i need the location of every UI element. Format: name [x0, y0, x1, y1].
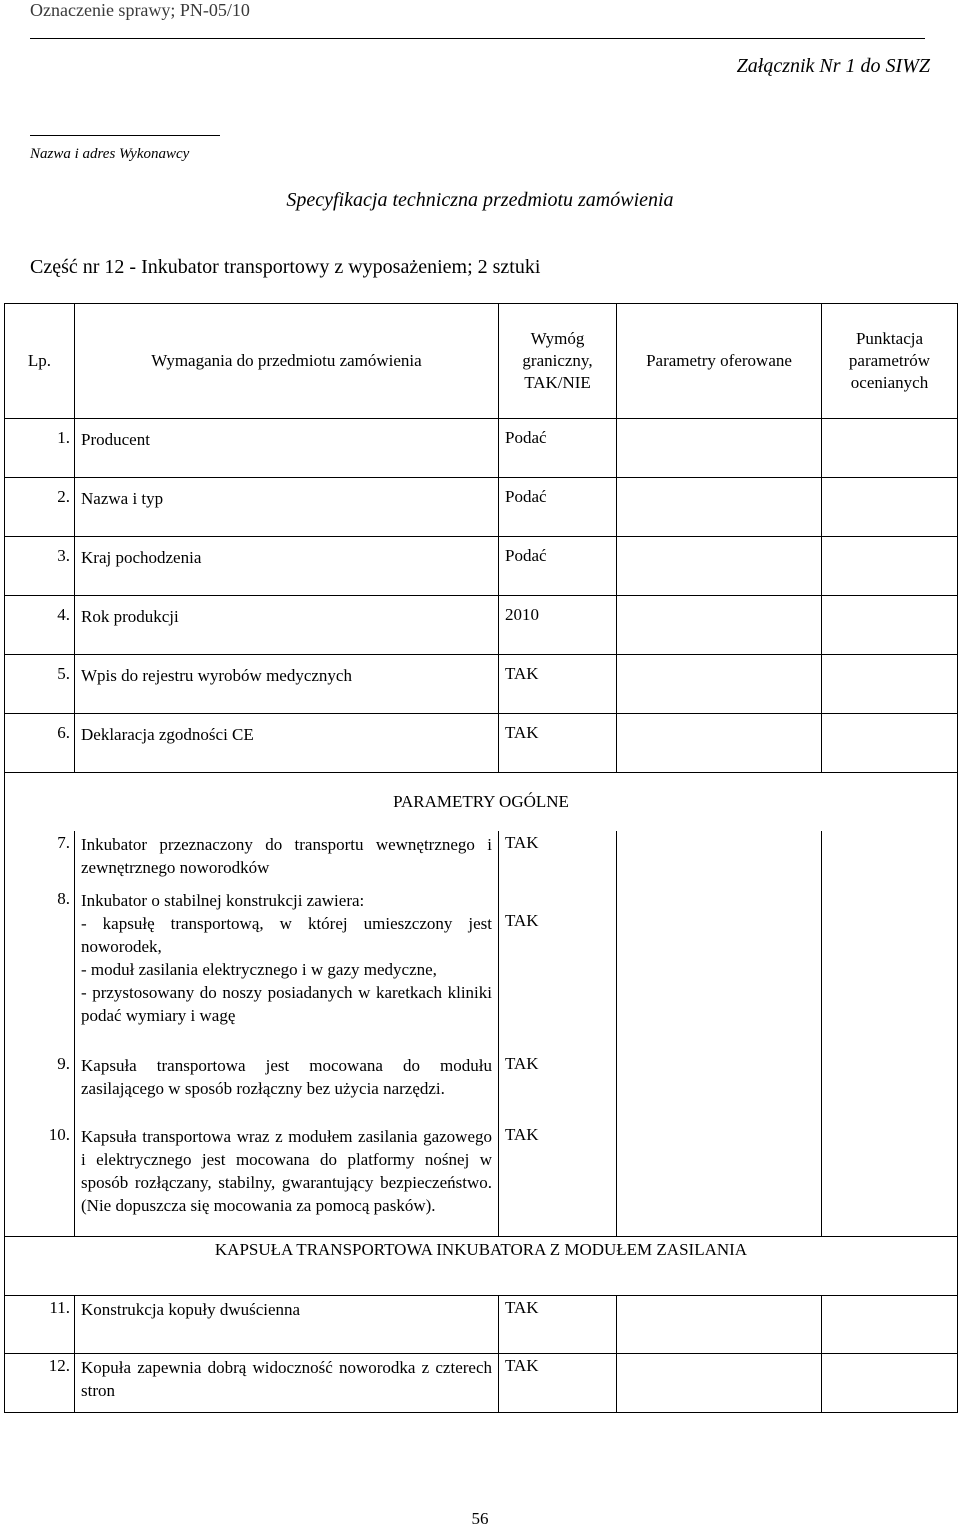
row-req: TAK [499, 714, 617, 773]
row-text: Kopuła zapewnia dobrą widoczność noworodka z czterech stron [75, 1354, 499, 1413]
row-score [822, 596, 958, 655]
row-text [75, 1125, 499, 1237]
section-row-general [5, 773, 958, 831]
row-text: Rok produkcji [75, 596, 499, 655]
section-row-capsule [5, 1237, 958, 1296]
row-text [75, 1054, 499, 1125]
col-header-offered: Parametry oferowane [617, 304, 822, 419]
row-offered [617, 596, 822, 655]
row-score [822, 831, 958, 889]
row-offered [617, 831, 822, 889]
row-score [822, 889, 958, 1054]
row-num: 2. [5, 478, 75, 537]
row-score [822, 714, 958, 773]
row-text [75, 831, 499, 889]
row-offered [617, 655, 822, 714]
row-req: TAK [499, 1296, 617, 1354]
row-req: TAK [499, 831, 617, 889]
case-id: Oznaczenie sprawy; PN-05/10 [30, 0, 250, 20]
page-number: 56 [471, 1509, 489, 1528]
col-header-lp: Lp. [5, 304, 75, 419]
row-score [822, 478, 958, 537]
table-row [5, 714, 958, 773]
col-header-requirements: Wymagania do przedmiotu zamówienia [75, 304, 499, 419]
col-header-limit: Wymóg graniczny, TAK/NIE [499, 304, 617, 419]
row-num: 5. [5, 655, 75, 714]
table-row [5, 1296, 958, 1354]
table-row [5, 831, 958, 889]
row-text: Wpis do rejestru wyrobów medycznych [75, 655, 499, 714]
row-score [822, 419, 958, 478]
row-text: Deklaracja zgodności CE [75, 714, 499, 773]
row-text-line: - przystosowany do noszy posiadanych w karetkach kliniki podać wymiary i wagę [81, 982, 492, 1025]
row-text-line: Kapsuła transportowa wraz z modułem zasilania gazowego i elektrycznego jest mocowana do platformy nośnej w sposób rozłączany, stabilny, gwarantujący bezpieczeństwo. (Nie dopuszcza się mocowania za pomocą pasków). [81, 1126, 492, 1215]
row-num: 6. [5, 714, 75, 773]
table-row [5, 1354, 958, 1413]
row-score [822, 655, 958, 714]
row-text-line: Inkubator przeznaczony do transportu wewnętrznego i zewnętrznego noworodków [81, 834, 492, 877]
table-row [5, 537, 958, 596]
contractor-signature-line [30, 135, 220, 136]
row-req: TAK [499, 889, 617, 1054]
row-req: TAK [499, 1125, 617, 1237]
row-req: TAK [499, 655, 617, 714]
table-row [5, 655, 958, 714]
row-text-line: - kapsułę transportową, w której umieszczony jest noworodek, [81, 913, 492, 956]
table-row [5, 1054, 958, 1125]
row-text: Konstrukcja kopuły dwuścienna [75, 1296, 499, 1354]
row-offered [617, 889, 822, 1054]
row-offered [617, 419, 822, 478]
table-header-row [5, 304, 958, 419]
col-header-score: Punktacja parametrów ocenianych [822, 304, 958, 419]
row-offered [617, 1354, 822, 1413]
section-title-capsule: KAPSUŁA TRANSPORTOWA INKUBATORA Z MODUŁEM ZASILANIA [5, 1237, 958, 1296]
row-req: Podać [499, 478, 617, 537]
row-score [822, 537, 958, 596]
row-offered [617, 478, 822, 537]
row-num: 7. [5, 831, 75, 889]
row-score [822, 1354, 958, 1413]
table-row [5, 596, 958, 655]
row-req: TAK [499, 1054, 617, 1125]
annex-label: Załącznik Nr 1 do SIWZ [736, 55, 930, 77]
row-offered [617, 537, 822, 596]
spec-title: Specyfikacja techniczna przedmiotu zamówienia [286, 189, 674, 211]
row-num: 10. [5, 1125, 75, 1237]
row-num: 9. [5, 1054, 75, 1125]
row-num: 4. [5, 596, 75, 655]
row-text: Producent [75, 419, 499, 478]
row-req: Podać [499, 419, 617, 478]
row-num: 12. [5, 1354, 75, 1413]
contractor-label: Nazwa i adres Wykonawcy [30, 146, 190, 162]
row-text: Kraj pochodzenia [75, 537, 499, 596]
row-score [822, 1054, 958, 1125]
row-text-line: Kapsuła transportowa jest mocowana do modułu zasilającego w sposób rozłączny bez użycia narzędzi. [81, 1055, 492, 1098]
row-score [822, 1296, 958, 1354]
row-num: 11. [5, 1296, 75, 1354]
row-num: 8. [5, 889, 75, 1054]
table-row [5, 1125, 958, 1237]
row-text: Nazwa i typ [75, 478, 499, 537]
row-offered [617, 1125, 822, 1237]
row-num: 3. [5, 537, 75, 596]
part-title: Część nr 12 - Inkubator transportowy z wyposażeniem; 2 sztuki [30, 256, 541, 278]
table-row [5, 889, 958, 1054]
row-offered [617, 1054, 822, 1125]
spec-table [4, 303, 958, 1413]
header-rule [30, 38, 925, 39]
row-req: 2010 [499, 596, 617, 655]
row-score [822, 1125, 958, 1237]
row-req: TAK [499, 1354, 617, 1413]
section-title-general: PARAMETRY OGÓLNE [5, 773, 958, 831]
table-row [5, 419, 958, 478]
row-req: Podać [499, 537, 617, 596]
row-text-line: - moduł zasilania elektrycznego i w gazy medyczne, [81, 959, 437, 979]
row-offered [617, 1296, 822, 1354]
row-num: 1. [5, 419, 75, 478]
row-text-line: Inkubator o stabilnej konstrukcji zawiera: [81, 890, 365, 910]
row-offered [617, 714, 822, 773]
row-text [75, 889, 499, 1054]
table-row [5, 478, 958, 537]
